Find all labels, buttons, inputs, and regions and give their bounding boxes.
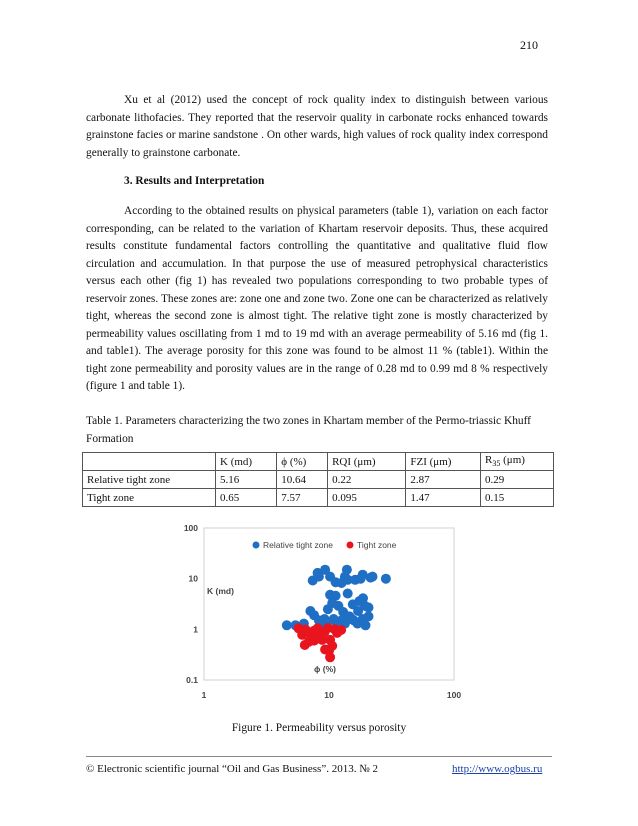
table-header-cell: $R_{35}$ (μm) [481, 453, 554, 471]
table-cell: 0.29 [481, 471, 554, 489]
paragraph-results-text: According to the obtained results on physical parameters (table 1), variation on each factor corresponding, can be related to the variation of Khartam reservoir deposits. Thus, these acquired results constitute fundamental factors controlling the quantitative and qualitative fluid flow circulation and accumulation. In that purpose the use of measured petrophysical characteristics versus each other (fig 1) has revealed two populations corresponding to two probable types of reservoir zones. These zones are: zone one and zone two. Zone one can be characterized as relatively tight, whereas the second zone is almost tight. The relative tight zone is mostly characterized by permeability values oscillating from 1 md to 19 md with an average permeability of 5.16 md (fig 1. and table1). The average porosity for this zone was found to be almost 11 % (table1). Within the tight zone permeability and porosity values are in the range of 0.28 md to 0.99 md 8 % respectively (figure 1 and table 1). [86, 205, 548, 392]
table-cell: 5.16 [216, 471, 277, 489]
x-tick-label: 1 [201, 690, 207, 700]
table-header-cell: FZI (μm) [406, 453, 481, 471]
permeability-porosity-chart [176, 520, 466, 706]
legend-label-relative: Relative tight zone [263, 540, 333, 550]
table-row [83, 471, 554, 489]
table-cell: 1.47 [406, 489, 481, 507]
x-tick-labels [202, 690, 462, 700]
table-cell: Relative tight zone [83, 471, 216, 489]
r35-subscript: 35 [492, 459, 501, 469]
y-axis-label: K (md) [207, 586, 234, 596]
x-tick-label: 100 [446, 690, 462, 700]
table-header-cell: ϕ (%) [277, 453, 328, 471]
tight-zone-point [300, 640, 310, 650]
y-tick-label: 100 [183, 523, 198, 533]
y-tick-label: 0.1 [186, 675, 198, 685]
tight-zone-point [336, 625, 346, 635]
section-heading: 3. Results and Interpretation [124, 175, 265, 187]
y-tick-labels [184, 523, 198, 685]
paragraph-rqi [86, 92, 548, 162]
footer-link[interactable]: http://www.ogbus.ru [452, 763, 543, 775]
relative-tight-point [358, 614, 368, 624]
footer-divider [86, 756, 552, 757]
y-tick-label: 1 [193, 624, 198, 635]
figure-caption: Figure 1. Permeability versus porosity [231, 722, 407, 734]
relative-tight-point [343, 589, 353, 599]
x-axis-label: ϕ (%) [314, 664, 336, 674]
table-cell: 0.22 [328, 471, 406, 489]
table-cell: 0.65 [216, 489, 277, 507]
x-tick-label: 10 [324, 690, 334, 700]
legend-label-tight: Tight zone [357, 540, 397, 550]
table-caption: Table 1. Parameters characterizing the two zones in Khartam member of the Permo-triassic Khuff Formation [86, 415, 531, 445]
table-header-row [83, 453, 554, 471]
table-row [83, 489, 554, 507]
table-header-cell [83, 453, 216, 471]
table-header-cell: RQI (μm) [328, 453, 406, 471]
parameters-table [82, 452, 554, 507]
legend-marker-tight [347, 542, 354, 549]
relative-tight-point [381, 574, 391, 584]
relative-tight-point [368, 572, 378, 582]
y-tick-label: 10 [188, 573, 198, 584]
table-cell: 0.095 [328, 489, 406, 507]
footer-journal: © Electronic scientific journal “Oil and Gas Business”. 2013. № 2 [86, 763, 378, 775]
table-header-cell: K (md) [216, 453, 277, 471]
table-cell: 0.15 [481, 489, 554, 507]
relative-tight-point [364, 603, 374, 613]
table-cell: 7.57 [277, 489, 328, 507]
legend [253, 540, 397, 550]
table-cell: 10.64 [277, 471, 328, 489]
table-cell: Tight zone [83, 489, 216, 507]
relative-tight-point [282, 620, 292, 630]
table-cell: 2.87 [406, 471, 481, 489]
tight-zone-point [325, 652, 335, 662]
page-number: 210 [520, 38, 538, 52]
paragraph-results [86, 203, 548, 396]
relative-tight-point [342, 565, 352, 575]
paragraph-rqi-text: Xu et al (2012) used the concept of rock quality index to distinguish between various carbonate lithofacies. They reported that the reservoir quality in carbonate rocks enhanced towards grainstone facies or marine sandstone . On other wards, high values of rock quality index correspond generally to grainstone carbonate. [86, 94, 548, 159]
legend-marker-relative [253, 542, 260, 549]
